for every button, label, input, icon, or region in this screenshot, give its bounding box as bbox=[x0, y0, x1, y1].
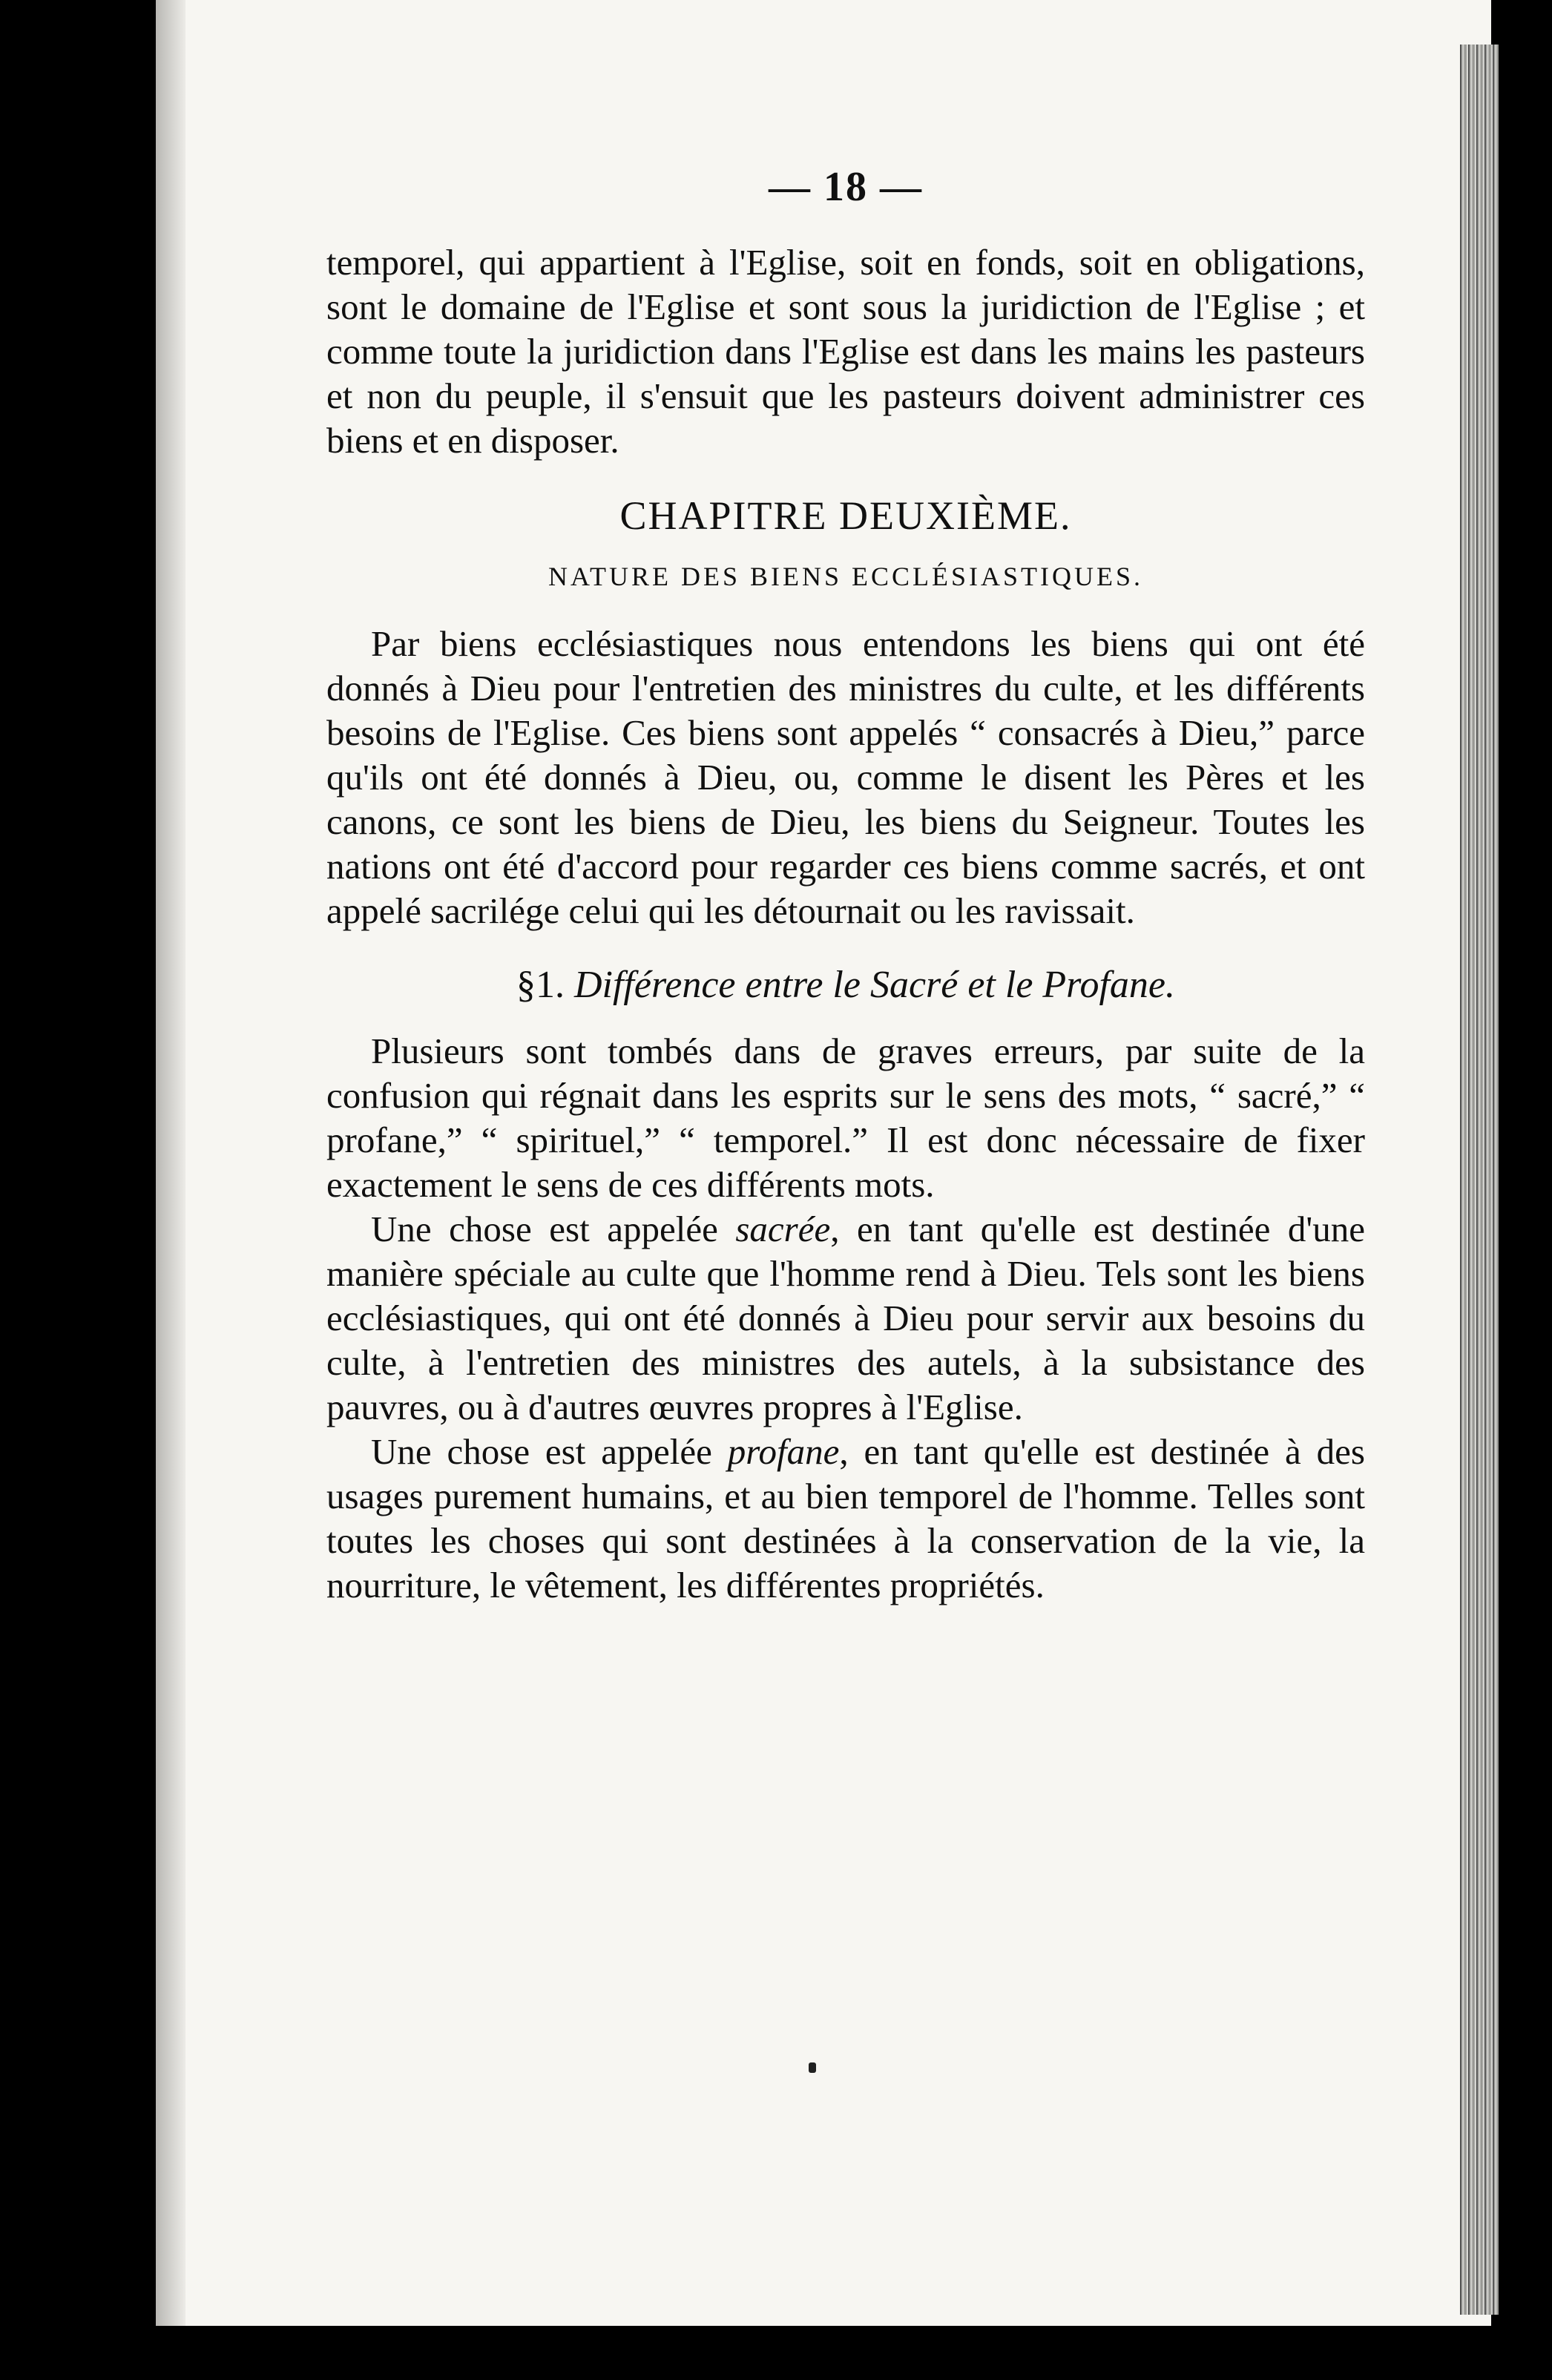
term-profane: profane bbox=[727, 1431, 840, 1472]
chapter-title: CHAPITRE DEUXIÈME. bbox=[619, 493, 1072, 538]
paragraph-sacred bbox=[326, 1207, 1365, 1430]
section-heading bbox=[326, 963, 1365, 1007]
paragraph-confusion: Plusieurs sont tombés dans de graves erreurs, par suite de la confusion qui régnait dans les esprits sur le sens des mots, “ sacré,” “ profane,” “ spirituel,” “ temporel.” Il est donc nécessaire de fixer exactement le sens de ces différents mots. bbox=[326, 1030, 1365, 1205]
section-title: Différence entre le Sacré et le Profane. bbox=[573, 964, 1175, 1006]
gutter-shadow bbox=[156, 0, 185, 2326]
section-number: §1. bbox=[516, 964, 565, 1006]
page-text bbox=[326, 163, 1365, 1608]
paragraph-continuation: temporel, qui appartient à l'Eglise, soit en fonds, soit en obligations, sont le domaine de l'Eglise et sont sous la juridiction de l'Eglise ; et comme toute la juridiction dans l'Eglise est dans les mains les pasteurs et non du peuple, il s'ensuit que les pasteurs doivent administrer ces biens et en disposer. bbox=[326, 242, 1365, 461]
paragraph-sacred-lead: Une chose est appelée bbox=[371, 1209, 736, 1249]
paragraph-definition: Par biens ecclésiastiques nous entendons les biens qui ont été donnés à Dieu pour l'entretien des ministres du culte, et les différents besoins de l'Eglise. Ces biens sont appelés “ consacrés à Dieu,” parce qu'ils ont été donnés à Dieu, ou, comme le disent les Pères et les canons, ce sont les biens de Dieu, les biens du Seigneur. Toutes les nations ont été d'accord pour regarder ces biens comme sacrés, et ont appelé sacrilége celui qui les détournait ou les ravissait. bbox=[326, 623, 1365, 931]
paragraph-profane-rest: , en tant qu'elle est destinée à des usages purement humains, et au bien temporel de l'homme. Telles sont toutes les choses qui sont destinées à la conservation de la vie, la nourriture, le vêtement, les différentes propriétés. bbox=[326, 1431, 1365, 1605]
page-edges bbox=[1460, 45, 1499, 2315]
page-number: — 18 — bbox=[769, 164, 923, 210]
paragraph-profane-lead: Une chose est appelée bbox=[371, 1431, 728, 1472]
paragraph-profane bbox=[326, 1430, 1365, 1608]
paragraph-sacred-rest: , en tant qu'elle est destinée d'une manière spéciale au culte que l'homme rend à Dieu. Tels sont les biens ecclésiastiques, qui ont été donnés à Dieu pour servir aux besoins du culte, à l'entretien des ministres des autels, à la subsistance des pauvres, ou à d'autres œuvres propres à l'Eglise. bbox=[326, 1209, 1365, 1427]
term-sacree: sacrée bbox=[735, 1209, 831, 1249]
ink-speck bbox=[809, 2062, 816, 2073]
chapter-subtitle: NATURE DES BIENS ECCLÉSIASTIQUES. bbox=[548, 562, 1144, 591]
